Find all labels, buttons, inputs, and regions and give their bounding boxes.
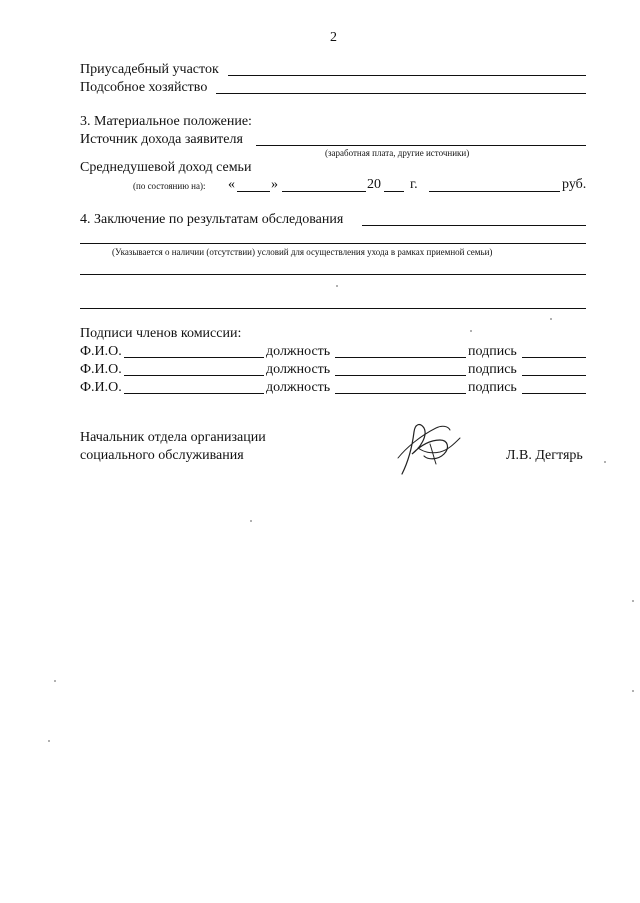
month-line <box>282 191 366 192</box>
year-suffix: г. <box>410 177 418 192</box>
signature-line <box>522 375 586 376</box>
scan-speck <box>550 318 552 320</box>
conclusion-heading: 4. Заключение по результатам обследования <box>80 212 344 227</box>
conclusion-line-4 <box>80 308 586 309</box>
farm-label: Подсобное хозяйство <box>80 80 208 95</box>
signature-label: подпись <box>468 380 517 395</box>
year-line <box>384 191 404 192</box>
amount-line <box>429 191 560 192</box>
scan-speck <box>604 461 606 463</box>
income-source-hint: (заработная плата, другие источники) <box>325 148 470 158</box>
plot-label: Приусадебный участок <box>80 62 219 77</box>
position-line <box>335 375 466 376</box>
quote-close: » <box>271 177 278 192</box>
as-of-label: (по состоянию на): <box>133 181 206 191</box>
fio-line <box>124 375 264 376</box>
income-source-line <box>256 145 586 146</box>
signature-label: подпись <box>468 362 517 377</box>
position-line <box>335 393 466 394</box>
footer-name: Л.В. Дегтярь <box>506 448 583 463</box>
scan-speck <box>54 680 56 682</box>
footer-title-line2: социального обслуживания <box>80 448 244 463</box>
signature-label: подпись <box>468 344 517 359</box>
scan-speck <box>470 330 472 332</box>
conclusion-line-2 <box>80 243 586 244</box>
position-line <box>335 357 466 358</box>
position-label: должность <box>266 362 331 377</box>
conclusion-line-3 <box>80 274 586 275</box>
conclusion-line-1 <box>362 225 586 226</box>
material-heading: 3. Материальное положение: <box>80 114 252 129</box>
signatures-heading: Подписи членов комиссии: <box>80 326 242 341</box>
plot-field-line <box>228 75 586 76</box>
scan-speck <box>632 600 634 602</box>
day-line <box>237 191 270 192</box>
fio-label: Ф.И.О. <box>80 380 122 395</box>
fio-label: Ф.И.О. <box>80 344 122 359</box>
year-prefix: 20 <box>367 177 381 192</box>
scan-speck <box>336 285 338 287</box>
fio-label: Ф.И.О. <box>80 362 122 377</box>
currency-label: руб. <box>562 177 587 192</box>
scan-speck <box>250 520 252 522</box>
income-source-label: Источник дохода заявителя <box>80 132 243 147</box>
signature-line <box>522 357 586 358</box>
scan-speck <box>48 740 50 742</box>
handwritten-signature <box>390 418 470 480</box>
avg-income-label: Среднедушевой доход семьи <box>80 160 252 175</box>
scan-speck <box>632 690 634 692</box>
position-label: должность <box>266 380 331 395</box>
farm-field-line <box>216 93 586 94</box>
signature-line <box>522 393 586 394</box>
page-number: 2 <box>330 30 337 45</box>
quote-open: « <box>228 177 235 192</box>
position-label: должность <box>266 344 331 359</box>
fio-line <box>124 393 264 394</box>
footer-title-line1: Начальник отдела организации <box>80 430 266 445</box>
fio-line <box>124 357 264 358</box>
conclusion-hint: (Указывается о наличии (отсутствии) условий для осуществления ухода в рамках приемной семьи) <box>112 247 493 257</box>
